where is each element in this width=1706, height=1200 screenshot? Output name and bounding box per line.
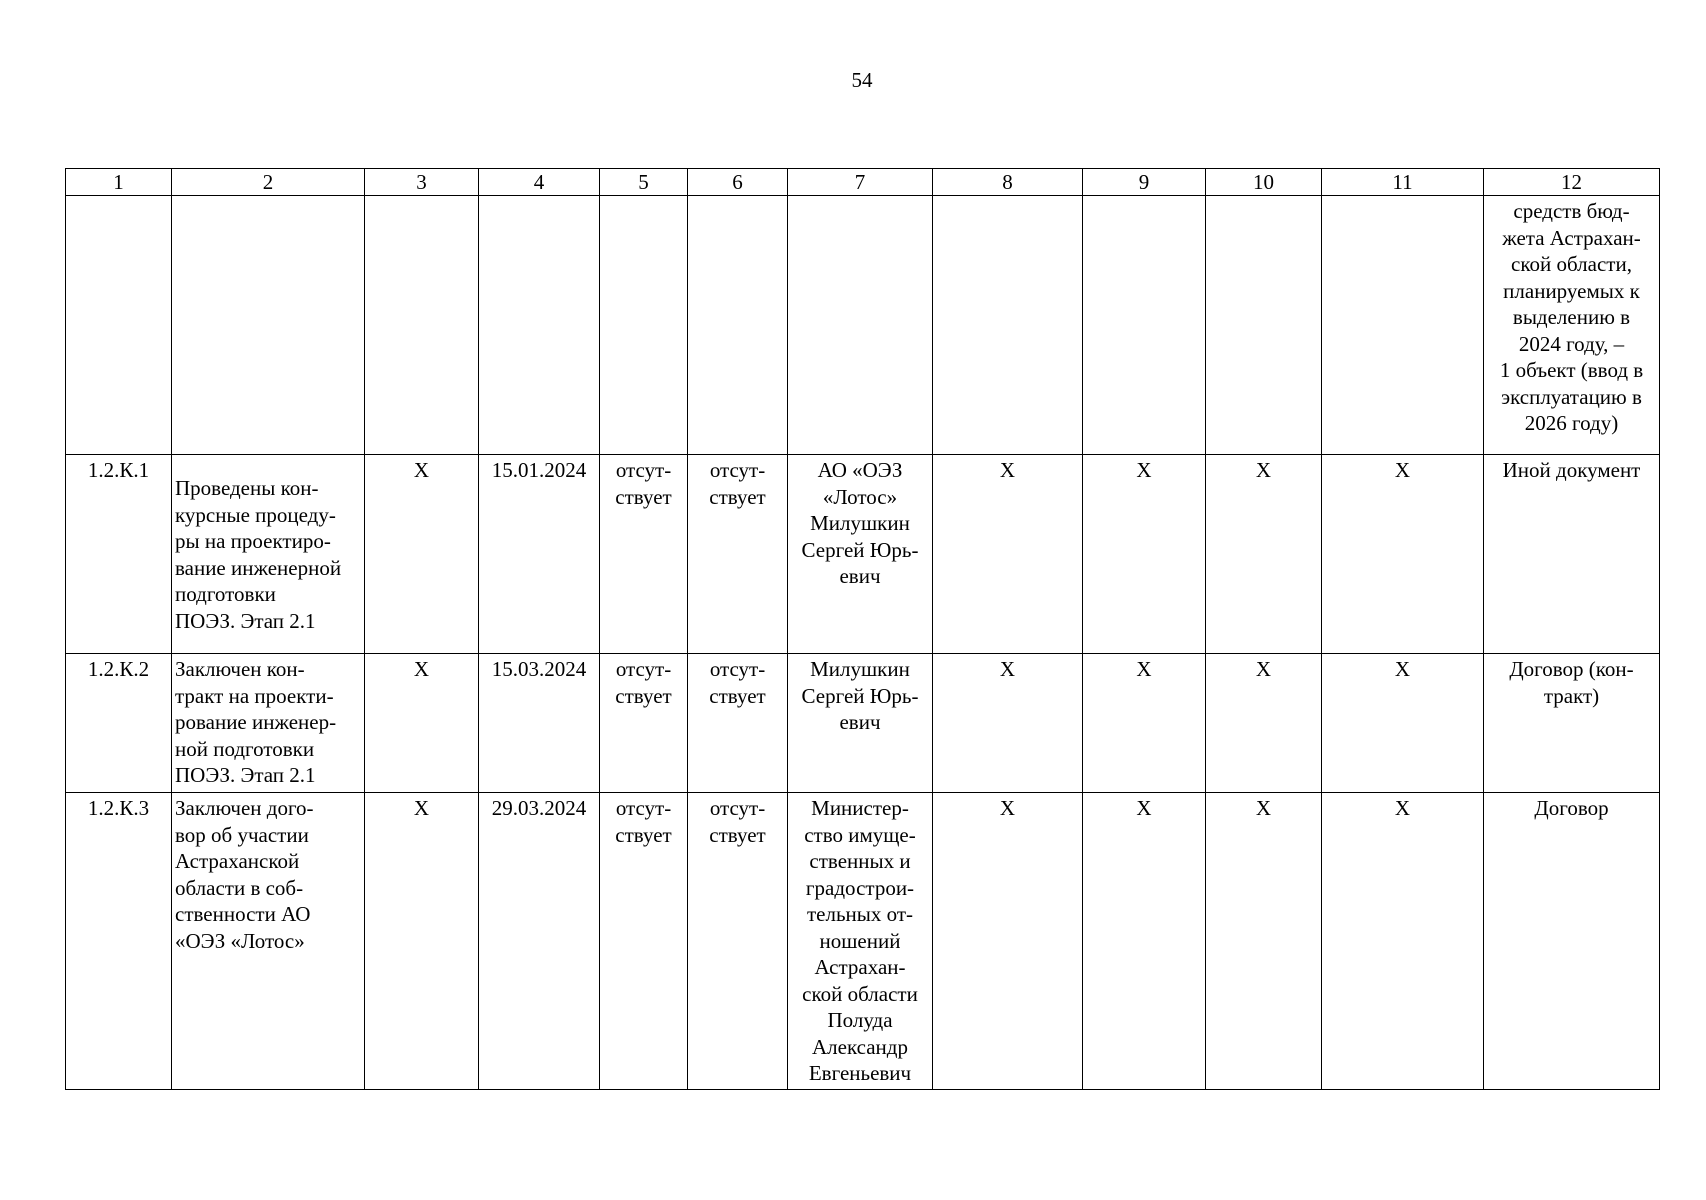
text-line: отсут- [615,458,672,482]
column-number-header: 2 [172,169,365,196]
document-type [1484,793,1660,1090]
empty-cell [365,196,479,455]
text-line: тракт на проекти- [175,683,334,708]
x-mark: Х [1083,654,1206,793]
text-line: ствует [709,683,766,708]
text-line: планируемых к [1503,278,1640,303]
x-mark: Х [365,455,479,654]
text-line: ствует [709,822,766,847]
text-line: эксплуатацию в [1501,384,1642,409]
control-points-table [65,168,1660,1090]
row-id: 1.2.К.2 [66,654,172,793]
document-type [1484,654,1660,793]
text-line: ствует [615,822,672,847]
row-date: 15.01.2024 [479,455,600,654]
empty-cell [788,196,933,455]
document-type [1484,455,1660,654]
text-line: Иной документ [1502,458,1641,482]
table-row [66,793,1660,1090]
column-number-header: 3 [365,169,479,196]
column-number-header: 11 [1322,169,1484,196]
text-line: Астраханской [175,849,300,873]
text-line: выделению в [1512,305,1631,329]
column-number-header: 1 [66,169,172,196]
text-line: Сергей Юрь- [801,537,919,562]
empty-cell [1322,196,1484,455]
column-number-header: 5 [600,169,688,196]
empty-cell [479,196,600,455]
empty-cell [172,196,365,455]
absent-cell [600,654,688,793]
continuation-row [66,196,1660,455]
empty-cell [600,196,688,455]
column-number-header: 4 [479,169,600,196]
column-number-header: 8 [933,169,1083,196]
responsible-person [788,654,933,793]
text-line: Министер- [811,796,909,820]
text-line: евич [839,710,881,734]
text-line: ственных и [809,849,911,873]
row-id: 1.2.К.1 [66,455,172,654]
column-number-header: 6 [688,169,788,196]
text-line: вор об участии [175,822,309,847]
x-mark: Х [933,793,1083,1090]
column-number-header: 9 [1083,169,1206,196]
text-line: 2024 году, – [1518,331,1625,356]
column-number-header: 10 [1206,169,1322,196]
text-line: ство имуще- [804,822,916,847]
text-line: ПОЭЗ. Этап 2.1 [175,763,316,787]
empty-cell [66,196,172,455]
responsible-person [788,793,933,1090]
text-line: Сергей Юрь- [801,683,919,708]
continuation-text-cell [1484,196,1660,455]
absent-cell [688,455,788,654]
x-mark: Х [1322,654,1484,793]
x-mark: Х [1206,793,1322,1090]
empty-cell [933,196,1083,455]
text-line: средств бюд- [1513,199,1630,223]
text-line: ры на проектиро- [175,529,331,553]
absent-cell [688,793,788,1090]
text-line: рование инженер- [175,710,337,734]
text-line: Договор (кон- [1509,657,1634,681]
x-mark: Х [1322,455,1484,654]
text-line: градострои- [805,875,915,900]
page-number: 54 [851,68,873,92]
x-mark: Х [365,793,479,1090]
text-line: Милушкин [810,657,910,681]
text-line: евич [839,564,881,588]
text-line: «Лотос» [822,484,898,509]
absent-cell [600,455,688,654]
text-line: области в соб- [175,875,304,900]
text-line: ношений [819,928,901,953]
text-line: ской области, [1511,252,1632,276]
text-line: Александр [812,1034,908,1059]
x-mark: Х [933,654,1083,793]
text-line: отсут- [615,796,672,820]
text-line: ПОЭЗ. Этап 2.1 [175,608,316,633]
text-line: Проведены кон- [175,476,319,500]
x-mark: Х [933,455,1083,654]
row-date: 29.03.2024 [479,793,600,1090]
row-description [172,793,365,1090]
text-line: Евгеньевич [808,1061,912,1085]
text-line: ной подготовки [175,736,315,761]
x-mark: Х [1083,793,1206,1090]
empty-cell [1206,196,1322,455]
text-line: ствует [615,683,672,708]
text-line: вание инженерной [175,555,342,580]
text-line: Договор [1534,796,1609,820]
absent-cell [600,793,688,1090]
text-line: тракт) [1543,683,1600,708]
column-number-row [66,169,1660,196]
empty-cell [1083,196,1206,455]
empty-cell [688,196,788,455]
text-line: Полуда [827,1008,893,1032]
text-line: 2026 году) [1524,411,1619,435]
text-line: ской области [802,981,918,1006]
row-description [172,455,365,654]
x-mark: Х [1206,654,1322,793]
absent-cell [688,654,788,793]
text-line: отсут- [709,657,766,681]
text-line: ственности АО [175,902,311,926]
text-line: подготовки [175,582,276,606]
text-line: тельных от- [806,902,914,926]
text-line: 1 объект (ввод в [1499,358,1644,382]
text-line: Астрахан- [814,955,906,979]
table-row [66,455,1660,654]
text-line: отсут- [709,458,766,482]
column-number-header: 12 [1484,169,1660,196]
x-mark: Х [1083,455,1206,654]
text-line: отсут- [709,796,766,820]
text-line: Заключен кон- [175,657,305,681]
text-line: АО «ОЭЗ [817,458,903,482]
text-line: «ОЭЗ «Лотос» [175,928,305,953]
x-mark: Х [1206,455,1322,654]
x-mark: Х [1322,793,1484,1090]
column-number-header: 7 [788,169,933,196]
row-date: 15.03.2024 [479,654,600,793]
text-line: курсные процеду- [175,502,336,527]
text-line: Заключен дого- [175,796,314,820]
row-description [172,654,365,793]
x-mark: Х [365,654,479,793]
text-line: ствует [615,484,672,509]
row-id: 1.2.К.3 [66,793,172,1090]
table-row [66,654,1660,793]
text-line: отсут- [615,657,672,681]
responsible-person [788,455,933,654]
text-line: жета Астрахан- [1502,225,1641,250]
text-line: Милушкин [810,511,910,535]
text-line: ствует [709,484,766,509]
